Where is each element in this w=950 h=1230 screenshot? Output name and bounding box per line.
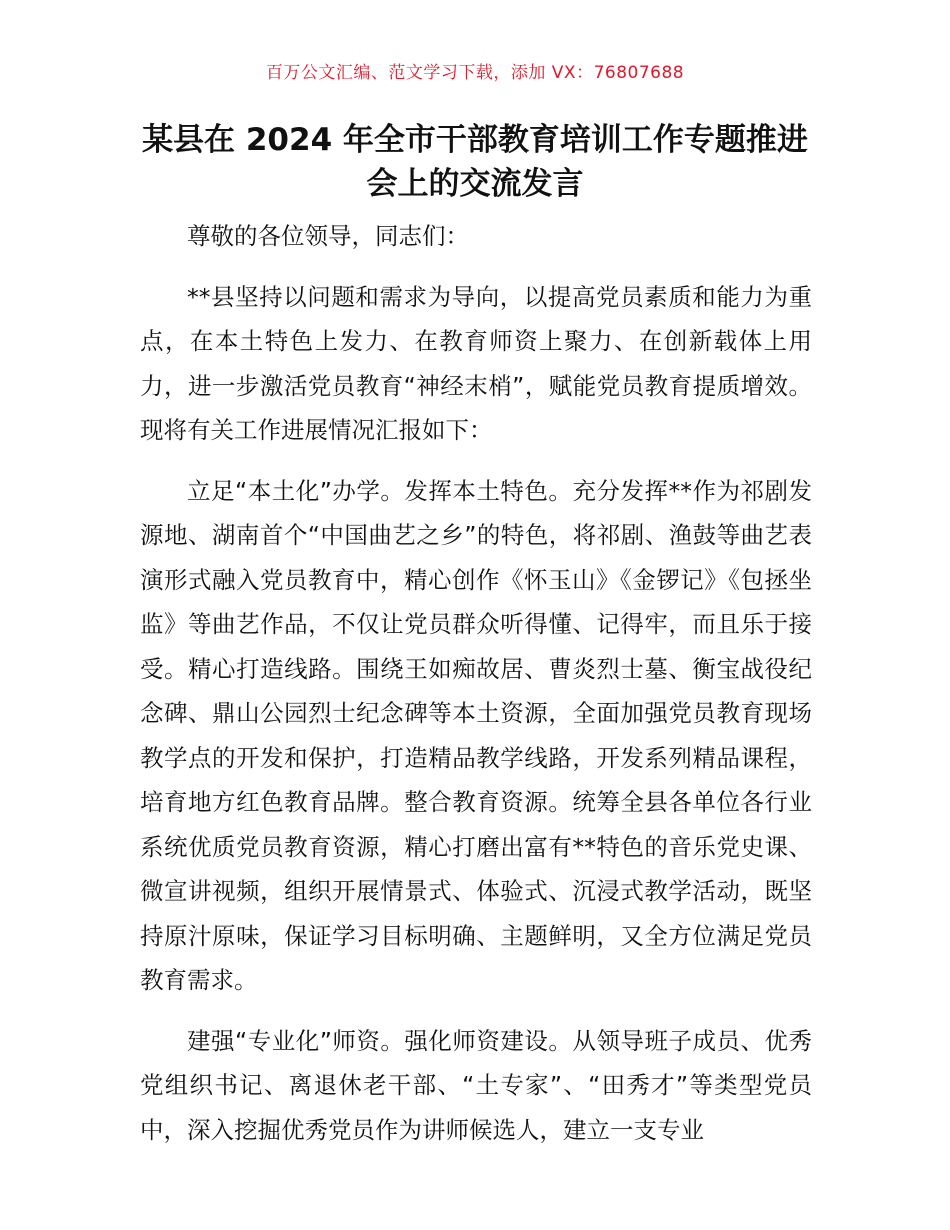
paragraph-localization: 立足“本土化”办学。发挥本土特色。充分发挥**作为祁剧发源地、湖南首个“中国曲艺之乡”的特色，将祁剧、渔鼓等曲艺表演形式融入党员教育中，精心创作《怀玉山》《金锣记》《包拯坐监》等曲艺作品，不仅让党员群众听得懂、记得牢，而且乐于接受。精心打造线路。围绕王如痴故居、曹炎烈士墓、衡宝战役纪念碑、鼎山公园烈士纪念碑等本土资源，全面加强党员教育现场教学点的开发和保护，打造精品教学线路，开发系列精品课程，培育地方红色教育品牌。整合教育资源。统筹全县各单位各行业系统优质党员教育资源，精心打磨出富有**特色的音乐党史课、微宣讲视频，组织开展情景式、体验式、沉浸式教学活动，既坚持原汁原味，保证学习目标明确、主题鲜明，又全方位满足党员教育需求。 [140,476,812,994]
paragraph-intro: **县坚持以问题和需求为导向，以提高党员素质和能力为重点，在本土特色上发力、在教育师资上聚力、在创新载体上用力，进一步激活党员教育“神经末梢”，赋能党员教育提质增效。现将有关工作进展情况汇报如下： [140,282,812,444]
page-title [120,118,830,206]
title-line-1: 某县在 2024 年全市干部教育培训工作专题推进 [142,122,808,158]
paragraph-faculty: 建强“专业化”师资。强化师资建设。从领导班子成员、优秀党组织书记、离退休老干部、“土专家”、“田秀才”等类型党员中，深入挖掘优秀党员作为讲师候选人，建立一支专业 [140,1026,812,1144]
title-line-2: 会上的交流发言 [366,166,584,202]
watermark-banner: 百万公文汇编、范文学习下载，添加 VX：76807688 [265,63,685,83]
greeting: 尊敬的各位领导，同志们： [187,222,469,250]
document-body [140,214,812,1168]
